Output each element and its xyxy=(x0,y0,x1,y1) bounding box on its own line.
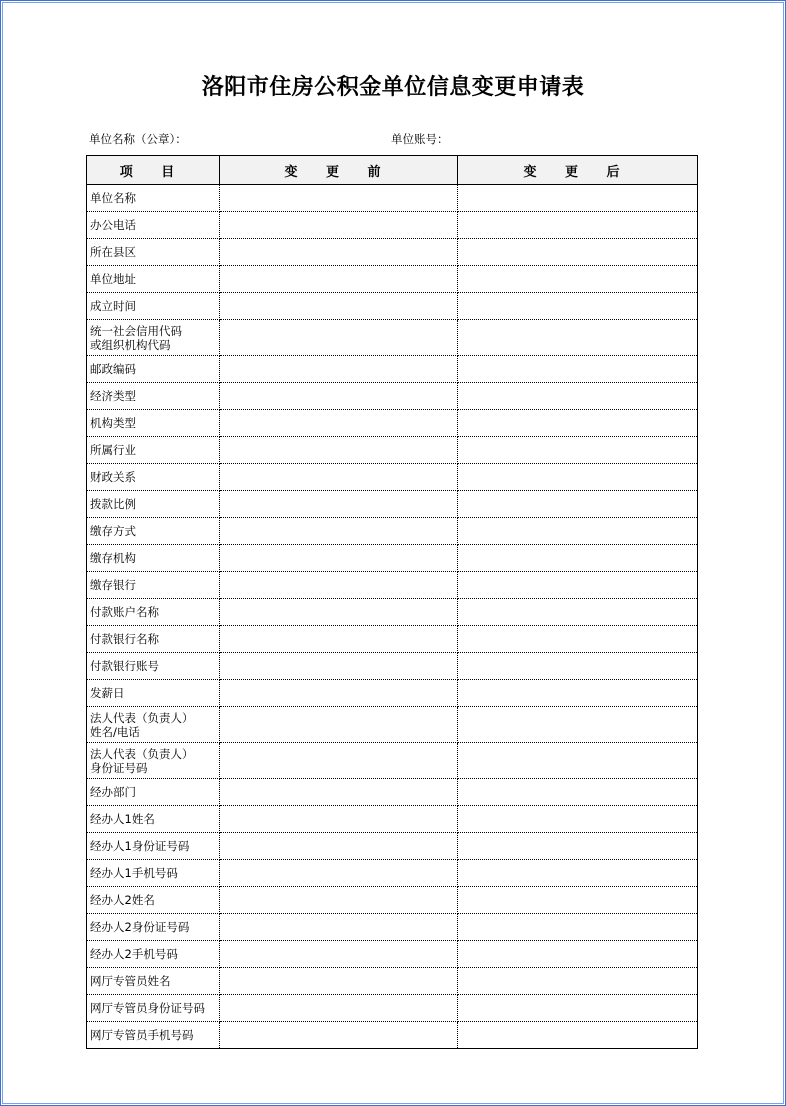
table-row xyxy=(87,860,698,887)
after-value-cell[interactable] xyxy=(458,239,698,266)
before-value-cell[interactable] xyxy=(220,356,458,383)
row-item-label: 网厅专管员身份证号码 xyxy=(87,995,220,1022)
before-value-cell[interactable] xyxy=(220,572,458,599)
unit-name-label: 单位名称（公章）： xyxy=(89,132,187,146)
row-item-label: 拨款比例 xyxy=(87,491,220,518)
row-item-label: 经办部门 xyxy=(87,779,220,806)
after-value-cell[interactable] xyxy=(458,941,698,968)
unit-account-label: 单位账号： xyxy=(391,132,449,146)
before-value-cell[interactable] xyxy=(220,320,458,356)
table-row xyxy=(87,680,698,707)
before-value-cell[interactable] xyxy=(220,833,458,860)
after-value-cell[interactable] xyxy=(458,518,698,545)
header-item: 项 目 xyxy=(87,156,220,185)
table-row xyxy=(87,995,698,1022)
row-item-label: 经济类型 xyxy=(87,383,220,410)
before-value-cell[interactable] xyxy=(220,887,458,914)
after-value-cell[interactable] xyxy=(458,995,698,1022)
table-row xyxy=(87,383,698,410)
table-row xyxy=(87,410,698,437)
table-row xyxy=(87,437,698,464)
table-row xyxy=(87,491,698,518)
after-value-cell[interactable] xyxy=(458,707,698,743)
table-row xyxy=(87,914,698,941)
after-value-cell[interactable] xyxy=(458,743,698,779)
before-value-cell[interactable] xyxy=(220,860,458,887)
before-value-cell[interactable] xyxy=(220,266,458,293)
row-item-label: 经办人2手机号码 xyxy=(87,941,220,968)
row-item-label: 法人代表（负责人） 身份证号码 xyxy=(87,743,220,779)
form-title: 洛阳市住房公积金单位信息变更申请表 xyxy=(201,74,585,100)
row-item-label: 发薪日 xyxy=(87,680,220,707)
row-item-label: 邮政编码 xyxy=(87,356,220,383)
before-value-cell[interactable] xyxy=(220,707,458,743)
after-value-cell[interactable] xyxy=(458,833,698,860)
table-row xyxy=(87,1022,698,1049)
after-value-cell[interactable] xyxy=(458,293,698,320)
after-value-cell[interactable] xyxy=(458,545,698,572)
row-item-label: 付款银行账号 xyxy=(87,653,220,680)
after-value-cell[interactable] xyxy=(458,968,698,995)
before-value-cell[interactable] xyxy=(220,680,458,707)
before-value-cell[interactable] xyxy=(220,545,458,572)
before-value-cell[interactable] xyxy=(220,293,458,320)
before-value-cell[interactable] xyxy=(220,518,458,545)
after-value-cell[interactable] xyxy=(458,887,698,914)
before-value-cell[interactable] xyxy=(220,779,458,806)
row-item-label: 经办人2姓名 xyxy=(87,887,220,914)
row-item-label: 缴存银行 xyxy=(87,572,220,599)
header-after: 变 更 后 xyxy=(458,156,698,185)
before-value-cell[interactable] xyxy=(220,743,458,779)
row-item-label: 经办人1姓名 xyxy=(87,806,220,833)
before-value-cell[interactable] xyxy=(220,941,458,968)
after-value-cell[interactable] xyxy=(458,437,698,464)
after-value-cell[interactable] xyxy=(458,779,698,806)
table-row xyxy=(87,185,698,212)
row-item-label: 经办人2身份证号码 xyxy=(87,914,220,941)
table-row xyxy=(87,464,698,491)
row-item-label: 经办人1身份证号码 xyxy=(87,833,220,860)
after-value-cell[interactable] xyxy=(458,599,698,626)
before-value-cell[interactable] xyxy=(220,806,458,833)
before-value-cell[interactable] xyxy=(220,239,458,266)
after-value-cell[interactable] xyxy=(458,383,698,410)
after-value-cell[interactable] xyxy=(458,680,698,707)
before-value-cell[interactable] xyxy=(220,212,458,239)
row-item-label: 所属行业 xyxy=(87,437,220,464)
row-item-label: 单位名称 xyxy=(87,185,220,212)
after-value-cell[interactable] xyxy=(458,572,698,599)
row-item-label: 办公电话 xyxy=(87,212,220,239)
row-item-label: 机构类型 xyxy=(87,410,220,437)
table-row xyxy=(87,212,698,239)
before-value-cell[interactable] xyxy=(220,383,458,410)
after-value-cell[interactable] xyxy=(458,1022,698,1049)
table-row xyxy=(87,518,698,545)
table-header-row xyxy=(87,156,698,185)
row-item-label: 统一社会信用代码 或组织机构代码 xyxy=(87,320,220,356)
row-item-label: 网厅专管员手机号码 xyxy=(87,1022,220,1049)
row-item-label: 财政关系 xyxy=(87,464,220,491)
table-row xyxy=(87,833,698,860)
after-value-cell[interactable] xyxy=(458,212,698,239)
row-item-label: 成立时间 xyxy=(87,293,220,320)
before-value-cell[interactable] xyxy=(220,464,458,491)
before-value-cell[interactable] xyxy=(220,437,458,464)
before-value-cell[interactable] xyxy=(220,914,458,941)
table-row xyxy=(87,806,698,833)
after-value-cell[interactable] xyxy=(458,806,698,833)
row-item-label: 法人代表（负责人） 姓名/电话 xyxy=(87,707,220,743)
before-value-cell[interactable] xyxy=(220,626,458,653)
row-item-label: 单位地址 xyxy=(87,266,220,293)
table-row xyxy=(87,356,698,383)
after-value-cell[interactable] xyxy=(458,914,698,941)
before-value-cell[interactable] xyxy=(220,1022,458,1049)
table-row xyxy=(87,653,698,680)
table-row xyxy=(87,239,698,266)
after-value-cell[interactable] xyxy=(458,266,698,293)
table-row xyxy=(87,572,698,599)
after-value-cell[interactable] xyxy=(458,464,698,491)
row-item-label: 经办人1手机号码 xyxy=(87,860,220,887)
table-row xyxy=(87,779,698,806)
table-row xyxy=(87,626,698,653)
table-row xyxy=(87,743,698,779)
after-value-cell[interactable] xyxy=(458,410,698,437)
table-row xyxy=(87,707,698,743)
table-row xyxy=(87,941,698,968)
before-value-cell[interactable] xyxy=(220,491,458,518)
row-item-label: 所在县区 xyxy=(87,239,220,266)
table-body xyxy=(87,185,698,1049)
table-row xyxy=(87,266,698,293)
before-value-cell[interactable] xyxy=(220,599,458,626)
after-value-cell[interactable] xyxy=(458,185,698,212)
change-request-table xyxy=(86,155,698,1049)
row-item-label: 付款银行名称 xyxy=(87,626,220,653)
header-before: 变 更 前 xyxy=(220,156,458,185)
table-row xyxy=(87,887,698,914)
before-value-cell[interactable] xyxy=(220,185,458,212)
row-item-label: 付款账户名称 xyxy=(87,599,220,626)
after-value-cell[interactable] xyxy=(458,653,698,680)
before-value-cell[interactable] xyxy=(220,410,458,437)
table-row xyxy=(87,599,698,626)
row-item-label: 网厅专管员姓名 xyxy=(87,968,220,995)
before-value-cell[interactable] xyxy=(220,653,458,680)
table-row xyxy=(87,968,698,995)
table-row xyxy=(87,293,698,320)
row-item-label: 缴存机构 xyxy=(87,545,220,572)
table-row xyxy=(87,545,698,572)
after-value-cell[interactable] xyxy=(458,860,698,887)
before-value-cell[interactable] xyxy=(220,995,458,1022)
after-value-cell[interactable] xyxy=(458,626,698,653)
after-value-cell[interactable] xyxy=(458,356,698,383)
before-value-cell[interactable] xyxy=(220,968,458,995)
row-item-label: 缴存方式 xyxy=(87,518,220,545)
table-row xyxy=(87,320,698,356)
after-value-cell[interactable] xyxy=(458,320,698,356)
after-value-cell[interactable] xyxy=(458,491,698,518)
